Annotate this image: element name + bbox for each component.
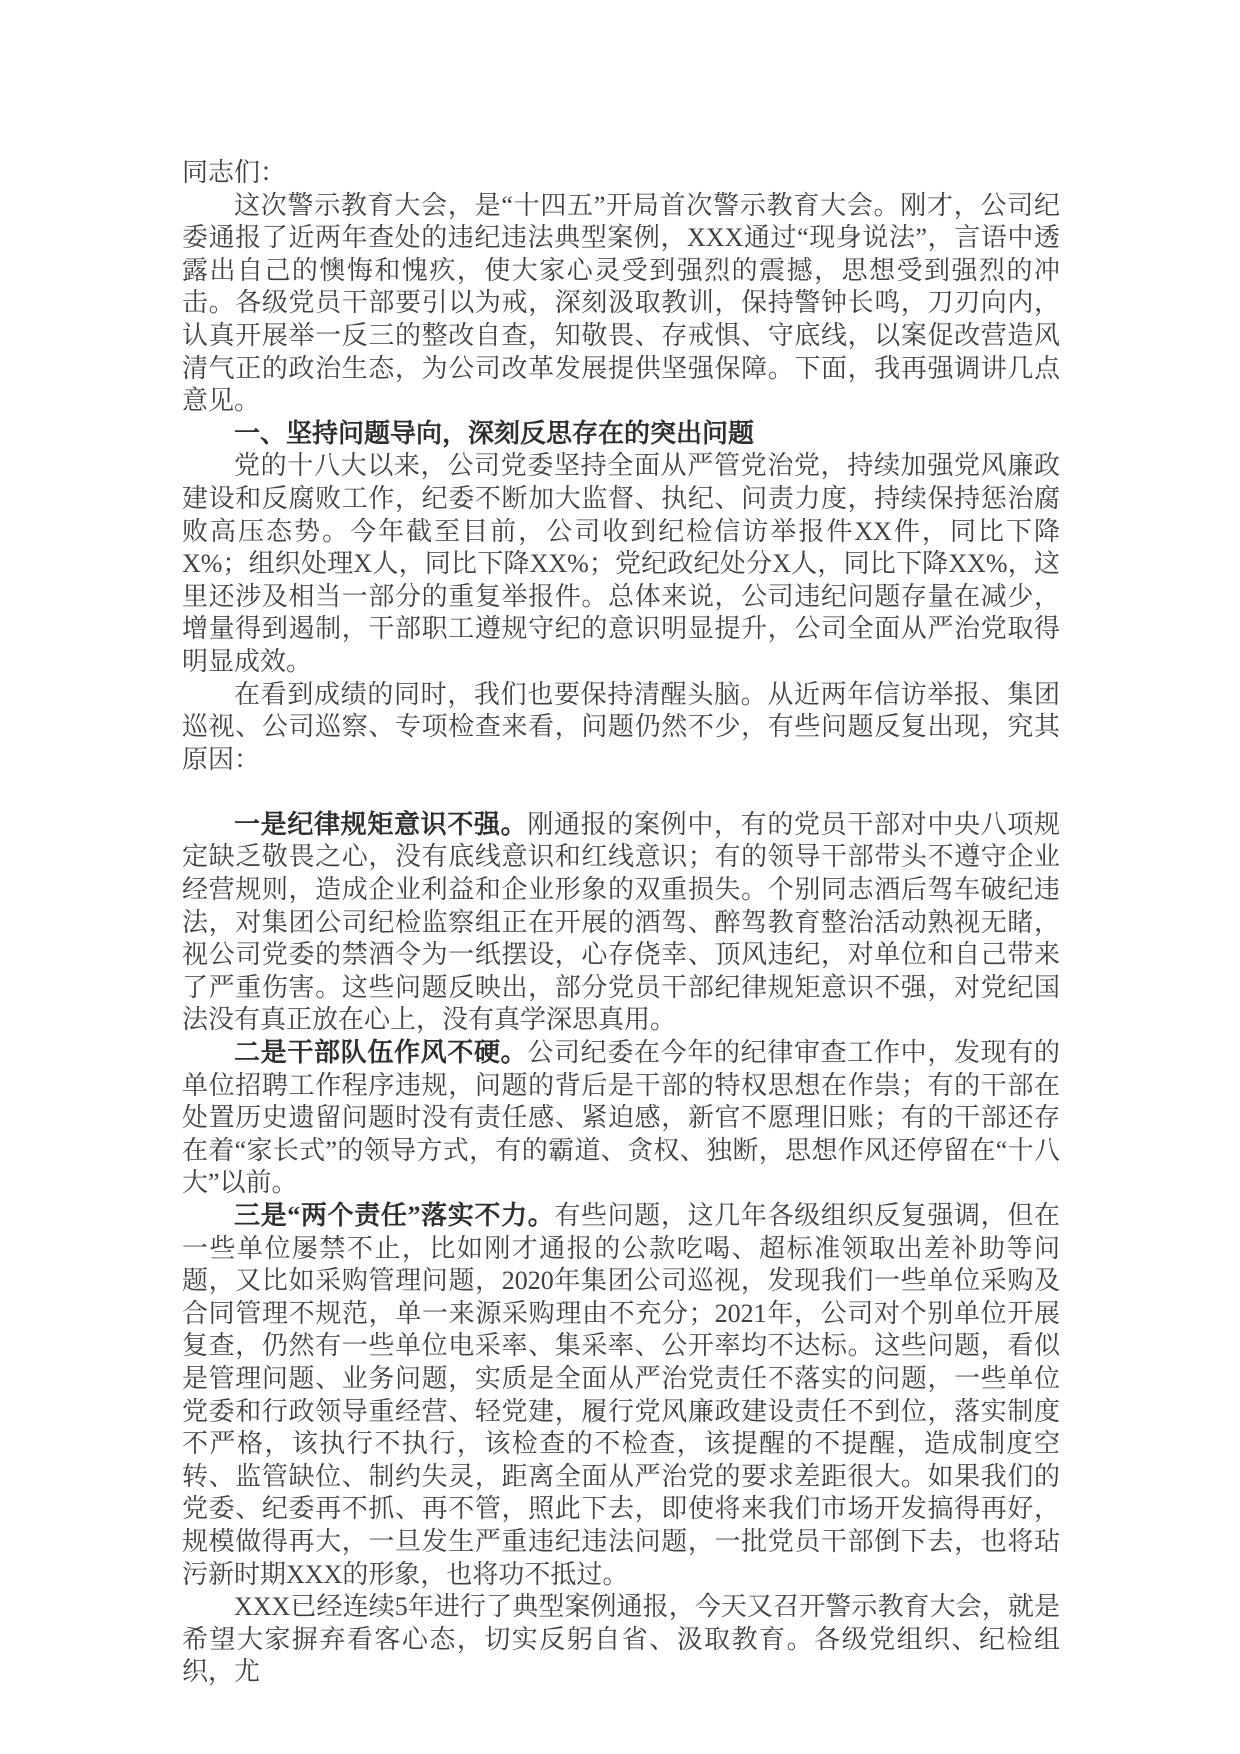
paragraph: 二是干部队伍作风不硬。公司纪委在今年的纪律审查工作中，发现有的单位招聘工作程序违规，问题的背后是干部的特权思想在作祟；有的干部在处置历史遗留问题时没有责任感、紧迫感，新官不愿理旧账；有的干部还存在着“家长式”的领导方式，有的霸道、贪权、独断，思想作风还停留在“十八大”以前。 [182, 1038, 1060, 1198]
salutation: 同志们： [182, 158, 287, 187]
paragraph: 一是纪律规矩意识不强。刚通报的案例中，有的党员干部对中央八项规定缺乏敬畏之心，没有底线意识和红线意识；有的领导干部带头不遵守企业经营规则，造成企业利益和企业形象的双重损失。个别同志酒后驾车破纪违法，对集团公司纪检监察组正在开展的酒驾、醉驾教育整治活动熟视无睹，视公司党委的禁酒令为一纸摆设，心存侥幸、顶风违纪，对单位和自己带来了严重伤害。这些问题反映出，部分党员干部纪律规矩意识不强，对党纪国法没有真正放在心上，没有真学深思真用。 [182, 809, 1060, 1035]
document-body [182, 157, 1060, 1689]
paragraph: XXX已经连续5年进行了典型案例通报，今天又召开警示教育大会，就是希望大家摒弃看客心态，切实反躬自省、汲取教育。各级党组织、纪检组织，尤 [182, 1592, 1060, 1687]
paragraph-lead: 一是纪律规矩意识不强。 [234, 809, 528, 839]
paragraph: 这次警示教育大会，是“十四五”开局首次警示教育大会。刚才，公司纪委通报了近两年查处的违纪违法典型案例，XXX通过“现身说法”，言语中透露出自己的懊悔和愧疚，使大家心灵受到强烈的震撼，思想受到强烈的冲击。各级党员干部要引以为戒，深刻汲取教训，保持警钟长鸣，刀刃向内，认真开展举一反三的整改自查，知敬畏、存戒惧、守底线，以案促改营造风清气正的政治生态，为公司改革发展提供坚强保障。下面，我再强调讲几点意见。 [182, 190, 1060, 416]
paragraph: 三是“两个责任”落实不力。有些问题，这几年各级组织反复强调，但在一些单位屡禁不止，比如刚才通报的公款吃喝、超标准领取出差补助等问题，又比如采购管理问题，2020年集团公司巡视，发现我们一些单位采购及合同管理不规范，单一来源采购理由不充分；2021年，公司对个别单位开展复查，仍然有一些单位电采率、集采率、公开率均不达标。这些问题，看似是管理问题、业务问题，实质是全面从严治党责任不落实的问题，一些单位党委和行政领导重经营、轻党建，履行党风廉政建设责任不到位，落实制度不严格，该执行不执行，该检查的不检查，该提醒的不提醒，造成制度空转、监管缺位、制约失灵，距离全面从严治党的要求差距很大。如果我们的党委、纪委再不抓、再不管，照此下去，即使将来我们市场开发搞得再好，规模做得再大，一旦发生严重违纪违法问题，一批党员干部倒下去，也将玷污新时期XXX的形象，也将功不抵过。 [182, 1201, 1060, 1589]
paragraph: 在看到成绩的同时，我们也要保持清醒头脑。从近两年信访举报、集团巡视、公司巡察、专项检查来看，问题仍然不少，有些问题反复出现，究其原因： [182, 679, 1060, 774]
paragraph-lead: 二是干部队伍作风不硬。 [234, 1038, 528, 1068]
paragraph-lead: 三是“两个责任”落实不力。 [234, 1201, 555, 1230]
blank-line [182, 776, 1060, 809]
section-heading: 一、坚持问题导向，深刻反思存在的突出问题 [234, 418, 755, 448]
paragraph: 党的十八大以来，公司党委坚持全面从严管党治党，持续加强党风廉政建设和反腐败工作，纪委不断加大监督、执纪、问责力度，持续保持惩治腐败高压态势。今年截至目前，公司收到纪检信访举报件XX件，同比下降X%；组织处理X人，同比下降XX%；党纪政纪处分X人，同比下降XX%，这里还涉及相当一部分的重复举报件。总体来说，公司违纪问题存量在减少，增量得到遏制，干部职工遵规守纪的意识明显提升，公司全面从严治党取得明显成效。 [182, 451, 1060, 676]
